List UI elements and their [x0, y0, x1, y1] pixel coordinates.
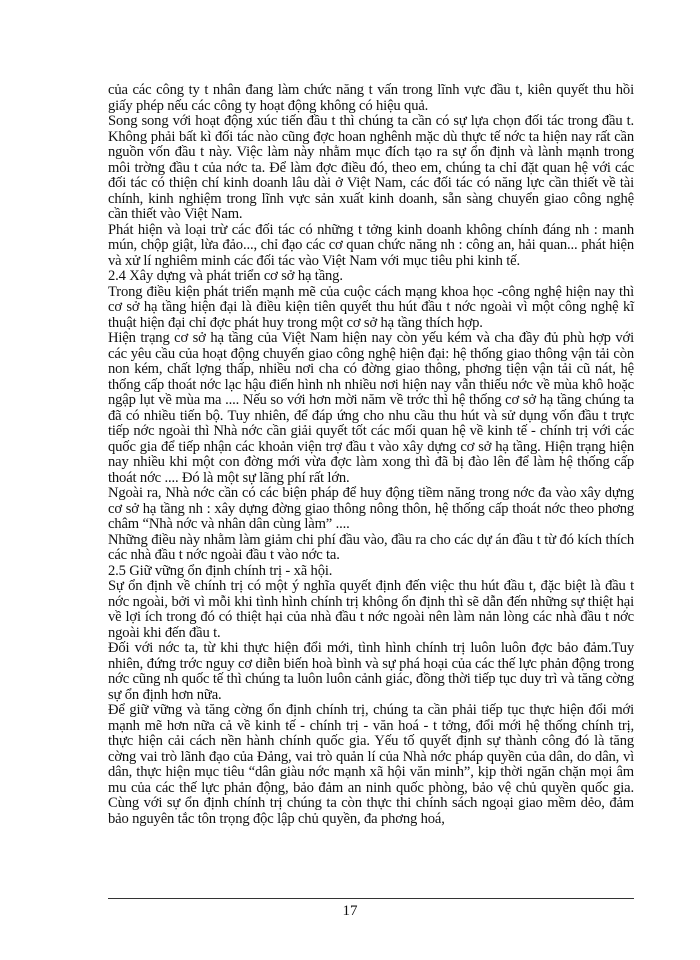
paragraph-8: Sự ổn định về chính trị có một ý nghĩa quyết định đến việc thu hút đầu t, đặc biệt là đầu t nớc ngoài, bởi vì mỗi khi tình hình chính trị không ổn định thì sẽ dẫn đến những sự thiệt hại về lợi ích trong đó có thiệt hại của nhà đầu t nớc ngoài nên làm nản lòng các nhà đầu t nớc ngoài khi đến đầu t.: [108, 578, 634, 641]
paragraph-6: Ngoài ra, Nhà nớc cần có các biện pháp để huy động tiềm năng trong nớc đa vào xây dựng cơ sở hạ tầng nh : xây dựng đờng giao thông nông thôn, hệ thống cấp thoát nớc theo phơng châm “Nhà nớc và nhân dân cùng làm” ....: [108, 485, 634, 532]
section-heading-2-5: 2.5 Giữ vững ổn định chính trị - xã hội.: [108, 562, 333, 579]
paragraph-2: Song song với hoạt động xúc tiến đầu t thì chúng ta cần có sự lựa chọn đối tác trong đầu t. Không phải bất kì đối tác nào cũng đợc hoan nghênh mặc dù thực tế nớc ta hiện nay rất cần nguồn vốn đầu t này. Việc làm này nhằm mục đích tạo ra sự ổn định và lành mạnh trong môi trờng đầu t của nớc ta. Để làm đợc điều đó, theo em, chúng ta chỉ đặt quan hệ với các đối tác có thiện chí kinh doanh lâu dài ở Việt Nam, các đối tác có năng lực cần thiết về tài chính, kinh nghiệm trong lĩnh vực sản xuất kinh doanh, sẵn sàng chuyển giao công nghệ cần thiết vào Việt Nam.: [108, 113, 634, 222]
paragraph-5: Hiện trạng cơ sở hạ tầng của Việt Nam hiện nay còn yếu kém và cha đầy đủ phù hợp với các yêu cầu của hoạt động chuyển giao công nghệ hiện đại: hệ thống giao thông vận tải còn non kém, chất lợng thấp, nhiều nơi cha có đờng giao thông, phơng tiện vận tải cũ nát, hệ thống cấp thoát nớc lạc hậu điển hình nh nhiều nơi hiện nay vẫn thiếu nớc về mùa khô hoặc ngập lụt về mùa ma .... Nếu so với hơn mời năm về trớc thì hệ thống cơ sở hạ tầng chúng ta đã có nhiều tiến bộ. Tuy nhiên, để đáp ứng cho nhu cầu thu hút và sử dụng vốn đầu t trực tiếp nớc ngoài thì Nhà nớc cần giải quyết tốt các mối quan hệ về kinh tế - chính trị với các quốc gia để tiếp nhận các khoản viện trợ đầu t vào xây dựng cơ sở hạ tầng. Hiện trạng hiện nay nhiều khi một con đờng mới vừa đợc làm xong thì đã bị đào lên để làm hệ thống cấp thoát nớc .... Đó là một sự lãng phí rất lớn.: [108, 330, 634, 486]
paragraph-3: Phát hiện và loại trừ các đối tác có những t tởng kinh doanh không chính đáng nh : manh mún, chộp giật, lừa đảo..., chỉ đạo các cơ quan chức năng nh : công an, hải quan... phát hiện và xử lí nghiêm minh các đối tác vào Việt Nam với mục tiêu phi kinh tế.: [108, 221, 634, 269]
paragraph-7: Những điều này nhằm làm giảm chi phí đầu vào, đầu ra cho các dự án đầu t từ đó kích thích các nhà đầu t nớc ngoài đầu t vào nớc ta.: [108, 531, 634, 563]
section-heading-2-4: 2.4 Xây dựng và phát triển cơ sở hạ tầng.: [108, 268, 343, 284]
paragraph-10: Để giữ vững và tăng cờng ổn định chính trị, chúng ta cần phải tiếp tục thực hiện đổi mới mạnh mẽ hơn nữa cả về kinh tế - chính trị - văn hoá - t tởng, đổi mới hệ thống chính trị, thực hiện cải cách nền hành chính quốc gia. Yếu tố quyết định sự thành công đó là tăng cờng vai trò lãnh đạo của Đảng, vai trò quản lí của Nhà nớc pháp quyền của dân, do dân, vì dân, thực hiện mục tiêu “dân giàu nớc mạnh xã hội văn minh”, kịp thời ngăn chặn mọi âm mu của các thế lực phản động, bảo đảm an ninh quốc phòng, bảo vệ chủ quyền quốc gia. Cùng với sự ổn định chính trị chúng ta còn thực thi chính sách ngoại giao mềm dẻo, đảm bảo nguyên tắc tôn trọng độc lập chủ quyền, đa phơng hoá,: [108, 702, 634, 827]
paragraph-4: Trong điều kiện phát triển mạnh mẽ của cuộc cách mạng khoa học -công nghệ hiện nay thì cơ sở hạ tầng hiện đại là điều kiện tiên quyết thu hút đầu t nớc ngoài vì một công nghệ kĩ thuật hiện đại chỉ đợc phát huy trong một cơ sở hạ tầng thích hợp.: [108, 283, 634, 331]
document-body: [108, 83, 634, 827]
footer-divider: [108, 898, 634, 899]
paragraph-9: Đối với nớc ta, từ khi thực hiện đổi mới, tình hình chính trị luôn luôn đợc bảo đảm.Tuy nhiên, đứng trớc nguy cơ diễn biến hoà bình và sự phá hoại của các thế lực phản động trong nớc cũng nh quốc tế thì chúng ta luôn luôn cảnh giác, đồng thời tiếp tục duy trì và tăng cờng sự ổn định hơn nữa.: [108, 640, 634, 703]
paragraph-1: của các công ty t nhân đang làm chức năng t vấn trong lĩnh vực đầu t, kiên quyết thu hồi giấy phép nếu các công ty hoạt động không có hiệu quả.: [108, 82, 634, 114]
page-number: 17: [342, 903, 358, 919]
